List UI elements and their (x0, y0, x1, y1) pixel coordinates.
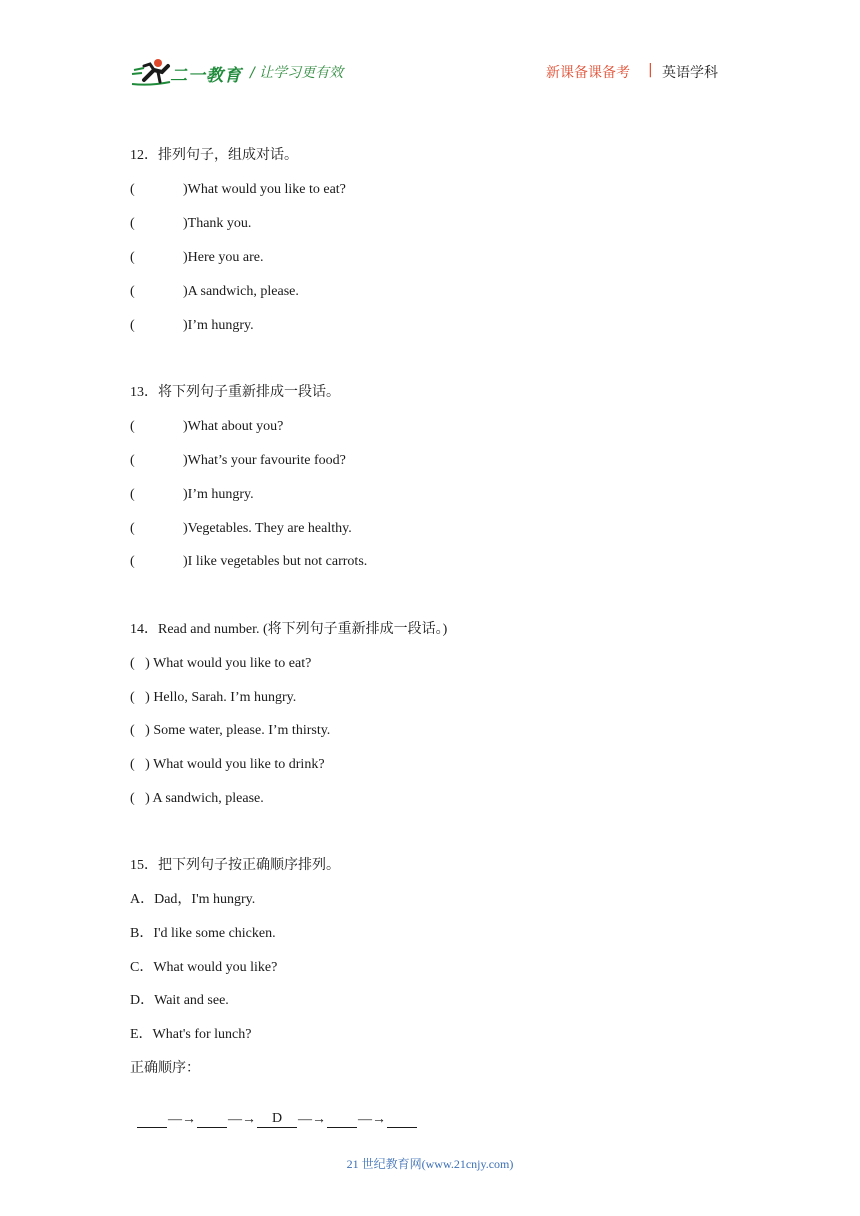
order-blank-1[interactable] (137, 1112, 167, 1128)
brand-label: 新课备课备考 (546, 65, 630, 81)
order-blank-5[interactable] (387, 1112, 417, 1128)
q12-item-4: ( )A sandwich, please. (130, 284, 299, 299)
order-blank-3: D (257, 1111, 297, 1128)
subject-label: 英语学科 (662, 65, 718, 81)
order-blank-2[interactable] (197, 1112, 227, 1128)
question-13-title: 13．将下列句子重新排成一段话。 (130, 385, 340, 400)
q15-option-c: C．What would you like? (130, 960, 278, 975)
q13-item-2: ( )What’s your favourite food? (130, 453, 346, 468)
question-14-title: 14．Read and number. (将下列句子重新排成一段话。) (130, 622, 448, 637)
order-blank-4[interactable] (327, 1112, 357, 1128)
arrow-2: —→ (228, 1112, 256, 1127)
order-label: 正确顺序： (130, 1061, 200, 1076)
q15-option-d: D．Wait and see. (130, 993, 229, 1008)
question-12-title: 12．排列句子，组成对话。 (130, 148, 298, 163)
footer-source[interactable]: 21 世纪教育网(www.21cnjy.com) (346, 1157, 514, 1171)
q14-item-2: ( ) Hello, Sarah. I’m hungry. (130, 690, 297, 705)
page-header (0, 0, 860, 110)
q15-option-e: E．What's for lunch? (130, 1027, 252, 1042)
header-separator: | (648, 62, 653, 78)
arrow-4: —→ (358, 1112, 386, 1127)
question-15-title: 15．把下列句子按正确顺序排列。 (130, 858, 340, 873)
q12-item-1: ( )What would you like to eat? (130, 182, 346, 197)
arrow-1: —→ (168, 1112, 196, 1127)
q13-item-5: ( )I like vegetables but not carrots. (130, 554, 368, 569)
q13-item-1: ( )What about you? (130, 419, 284, 434)
q12-item-2: ( )Thank you. (130, 216, 252, 231)
q14-item-3: ( ) Some water, please. I’m thirsty. (130, 723, 331, 738)
slogan: / 让学习更有效 (250, 65, 344, 81)
logo-text: 二一教育 (170, 66, 242, 86)
arrow-3: —→ (298, 1112, 326, 1127)
q12-item-3: ( )Here you are. (130, 250, 264, 265)
q13-item-4: ( )Vegetables. They are healthy. (130, 521, 352, 536)
q15-option-a: A．Dad，I'm hungry. (130, 892, 256, 907)
q15-option-b: B．I'd like some chicken. (130, 926, 276, 941)
order-answer-line (130, 1095, 417, 1128)
q12-item-5: ( )I’m hungry. (130, 318, 254, 333)
q13-item-3: ( )I’m hungry. (130, 487, 254, 502)
q14-item-1: ( ) What would you like to eat? (130, 656, 312, 671)
q14-item-4: ( ) What would you like to drink? (130, 757, 325, 772)
q14-item-5: ( ) A sandwich, please. (130, 791, 264, 806)
